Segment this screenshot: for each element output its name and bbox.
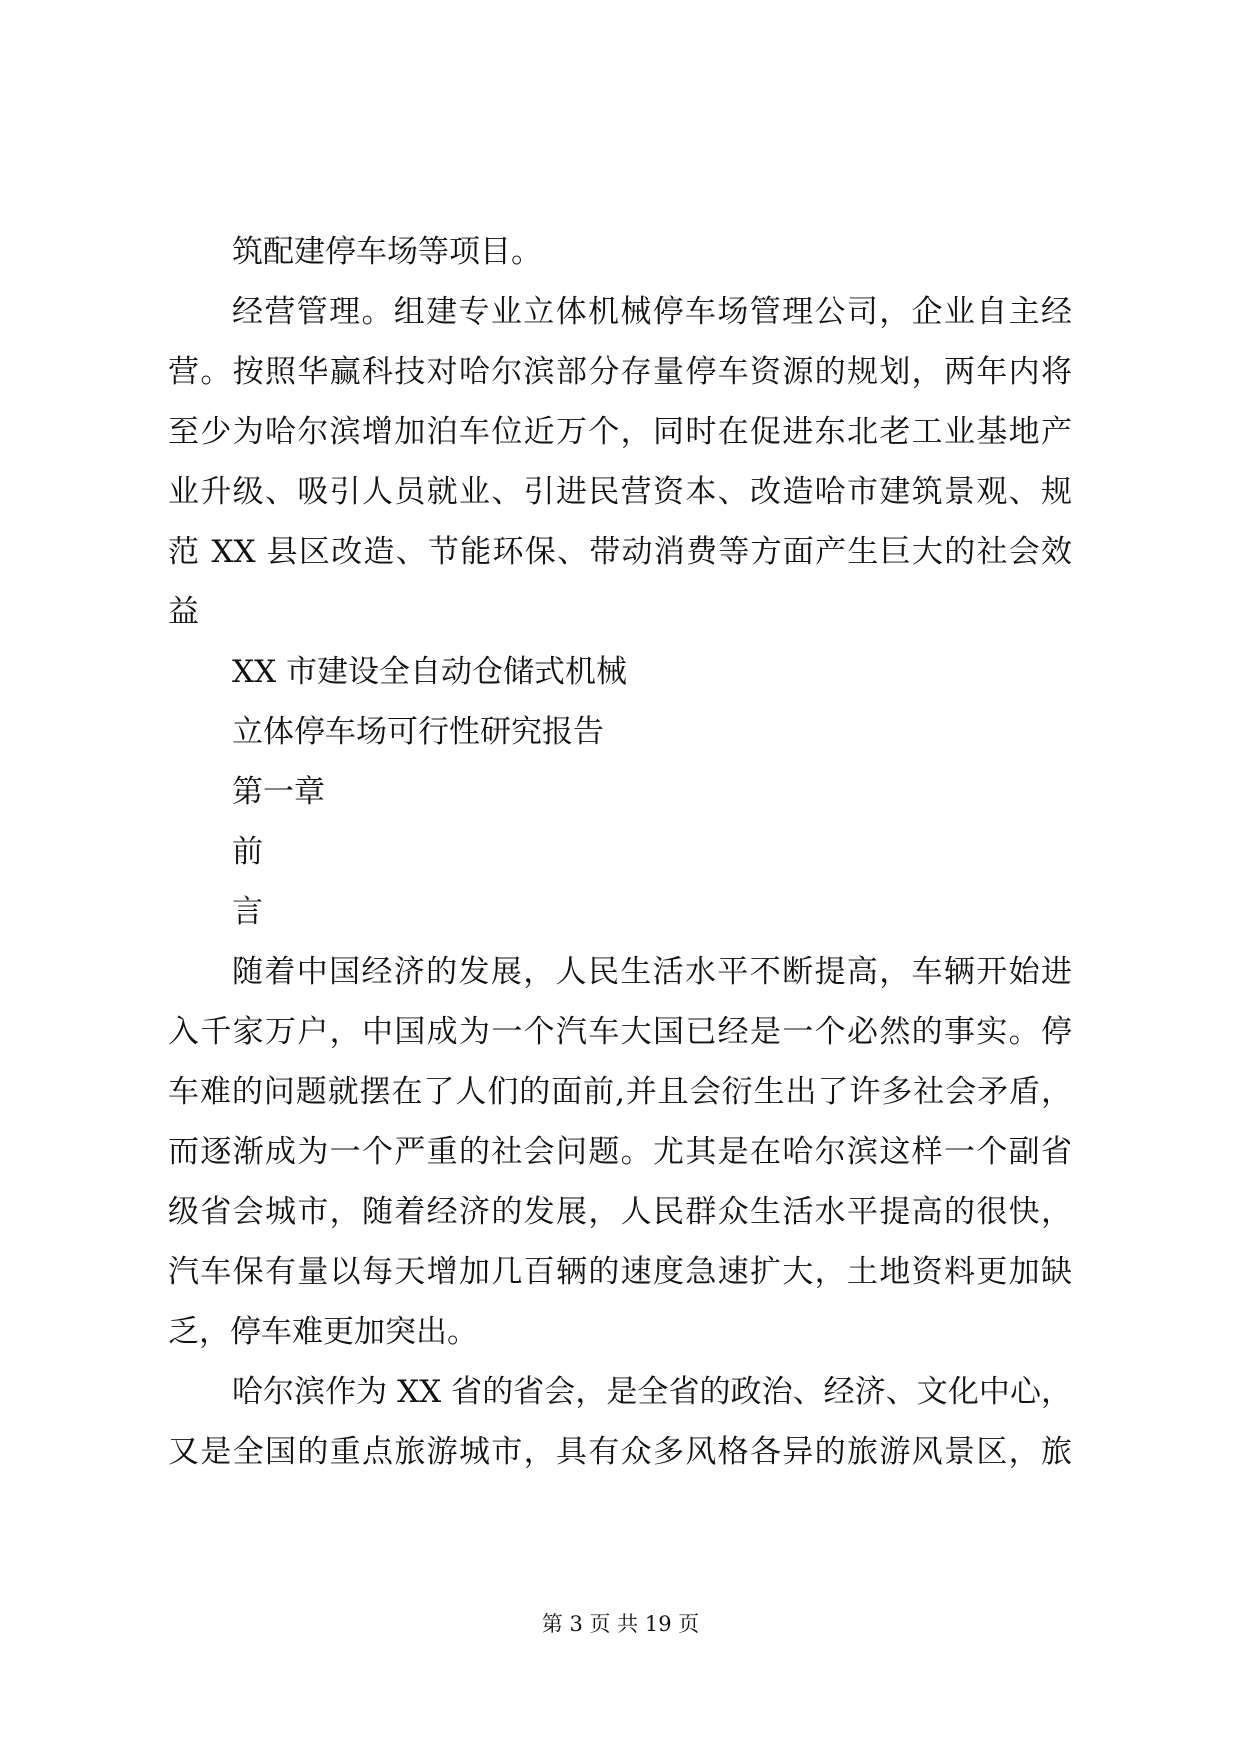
paragraph-line: 筑配建停车场等项目。 xyxy=(232,234,542,270)
paragraph-line: 又是全国的重点旅游城市，具有众多风格各异的旅游风景区，旅 xyxy=(168,1434,1072,1470)
paragraph-line: 乏，停车难更加突出。 xyxy=(168,1314,478,1350)
report-title-line: XX 市建设全自动仓储式机械 xyxy=(232,654,627,690)
paragraph-line: 级省会城市，随着经济的发展，人民群众生活水平提高的很快， xyxy=(168,1194,1072,1230)
paragraph-line: 益 xyxy=(168,594,199,630)
paragraph-line: 入千家万户，中国成为一个汽车大国已经是一个必然的事实。停 xyxy=(168,1014,1072,1050)
paragraph-line: 至少为哈尔滨增加泊车位近万个，同时在促进东北老工业基地产 xyxy=(168,414,1072,450)
paragraph-line: 哈尔滨作为 XX 省的省会，是全省的政治、经济、文化中心， xyxy=(232,1374,1072,1410)
paragraph-line: 汽车保有量以每天增加几百辆的速度急速扩大，土地资料更加缺 xyxy=(168,1254,1072,1290)
section-heading-char: 言 xyxy=(232,894,263,930)
paragraph-line: 车难的问题就摆在了人们的面前,并且会衍生出了许多社会矛盾， xyxy=(168,1074,1072,1110)
paragraph-line: 范 XX 县区改造、节能环保、带动消费等方面产生巨大的社会效 xyxy=(168,534,1072,570)
paragraph-line: 营。按照华赢科技对哈尔滨部分存量停车资源的规划，两年内将 xyxy=(168,354,1072,390)
report-title-line: 立体停车场可行性研究报告 xyxy=(232,714,604,750)
paragraph-line: 而逐渐成为一个严重的社会问题。尤其是在哈尔滨这样一个副省 xyxy=(168,1134,1072,1170)
chapter-heading: 第一章 xyxy=(232,774,325,810)
section-heading-char: 前 xyxy=(232,834,263,870)
page-footer: 第 3 页 共 19 页 xyxy=(541,1612,700,1636)
paragraph-line: 经营管理。组建专业立体机械停车场管理公司，企业自主经 xyxy=(232,294,1072,330)
paragraph-line: 业升级、吸引人员就业、引进民营资本、改造哈市建筑景观、规 xyxy=(168,474,1072,510)
paragraph-line: 随着中国经济的发展，人民生活水平不断提高，车辆开始进 xyxy=(232,954,1072,990)
